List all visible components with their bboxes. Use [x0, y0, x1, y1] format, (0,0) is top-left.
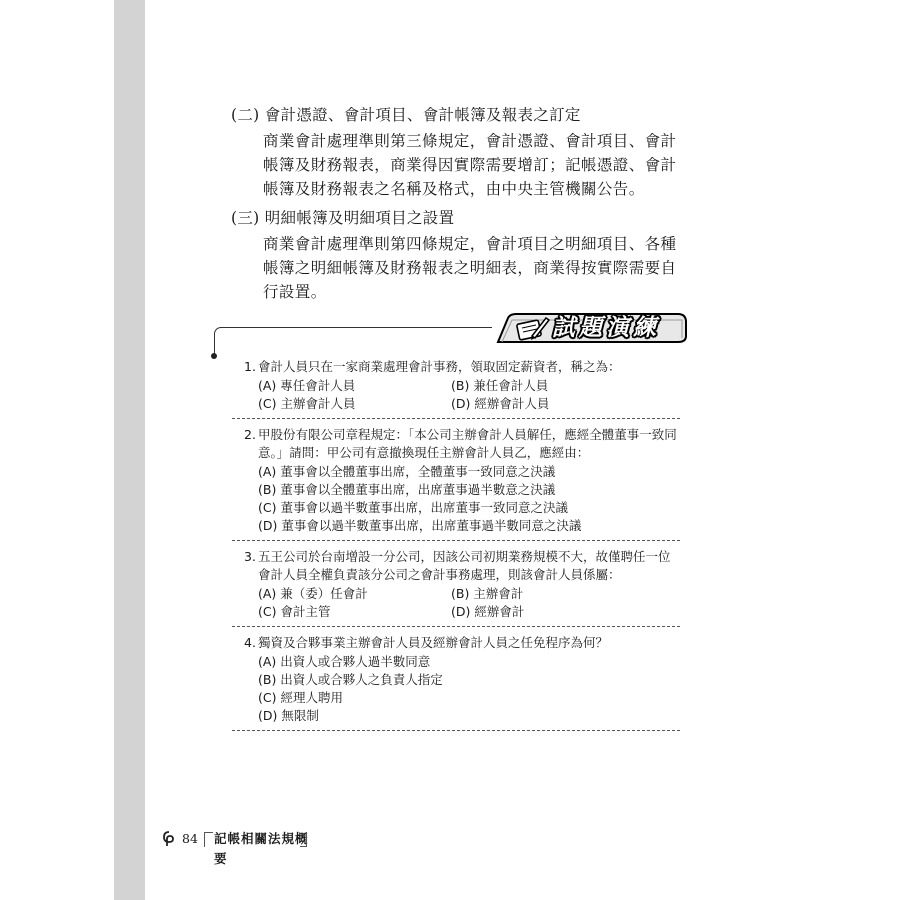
- section-3: [231, 206, 691, 304]
- banner-label: 試題演練: [552, 315, 660, 341]
- question-number: 3.: [244, 549, 256, 564]
- option-b: (B) 兼任會計人員: [451, 378, 549, 393]
- section-body: 商業會計處理準則第四條規定，會計項目之明細項目、各種帳簿之明細帳簿及財務報表之明細表，商業得按實際需要自行設置。: [263, 235, 677, 301]
- option-list: [232, 585, 680, 621]
- question-text: 五王公司於台南增設一分公司，因該公司初期業務規模不大，故僅聘任一位會計人員全權負責該分公司之會計事務處理，則該會計人員係屬：: [258, 549, 671, 582]
- option-c: (C) 主辦會計人員: [258, 396, 356, 411]
- option-b: (B) 主辦會計: [451, 586, 524, 601]
- question-stem: [232, 358, 680, 376]
- question-stem: [232, 548, 680, 584]
- option-a: (A) 兼（委）任會計: [258, 586, 368, 601]
- section-heading: (三) 明細帳簿及明細項目之設置: [231, 209, 455, 227]
- option-d: (D) 無限制: [258, 708, 319, 723]
- option-a: (A) 出資人或合夥人過半數同意: [258, 654, 431, 669]
- question-stem: [232, 426, 680, 462]
- question-text: 獨資及合夥事業主辦會計人員及經辦會計人員之任免程序為何？: [258, 635, 609, 650]
- option-c: (C) 經理人聘用: [258, 690, 343, 705]
- question-text: 甲股份有限公司章程規定：「本公司主辦會計人員解任，應經全體董事一致同意。」請問：甲公司有意撤換現任主辦會計人員乙，應經由：: [258, 427, 677, 460]
- banner-rule: [220, 327, 492, 328]
- page-footer: [160, 829, 320, 866]
- book-title: 記帳相關法規概要: [214, 831, 309, 866]
- option-a: (A) 專任會計人員: [258, 378, 356, 393]
- question-number: 4.: [244, 635, 256, 650]
- option-c: (C) 董事會以過半數董事出席，出席董事一致同意之決議: [258, 500, 568, 515]
- page-number: 84: [182, 831, 198, 846]
- option-c: (C) 會計主管: [258, 604, 331, 619]
- option-list: [232, 463, 680, 535]
- option-list: [232, 377, 680, 413]
- footer-bracket: [300, 832, 307, 847]
- section-2: [231, 103, 691, 201]
- question-list: [232, 355, 680, 735]
- banner-rule-dot: [211, 353, 217, 359]
- section-heading: (二) 會計憑證、會計項目、會計帳簿及報表之訂定: [231, 106, 581, 124]
- option-b: (B) 出資人或合夥人之負責人指定: [258, 672, 443, 687]
- question-item: [232, 545, 680, 627]
- question-item: [232, 631, 680, 731]
- question-item: [232, 355, 680, 419]
- question-item: [232, 423, 680, 541]
- option-d: (D) 董事會以過半數董事出席，出席董事過半數同意之決議: [258, 518, 582, 533]
- option-d: (D) 經辦會計人員: [451, 396, 550, 411]
- option-d: (D) 經辦會計: [451, 604, 525, 619]
- footer-bracket: [204, 832, 213, 847]
- question-number: 2.: [244, 427, 256, 442]
- question-text: 會計人員只在一家商業處理會計事務，領取固定薪資者，稱之為：: [258, 359, 621, 374]
- question-number: 1.: [244, 359, 256, 374]
- option-list: [232, 653, 680, 725]
- option-a: (A) 董事會以全體董事出席，全體董事一致同意之決議: [258, 464, 556, 479]
- exercise-banner: [494, 312, 690, 344]
- curl-ornament-icon: [160, 829, 176, 849]
- question-stem: [232, 634, 680, 652]
- section-body: 商業會計處理準則第三條規定，會計憑證、會計項目、會計帳簿及財務報表，商業得因實際需要增訂；記帳憑證、會計帳簿及財務報表之名稱及格式，由中央主管機關公告。: [263, 132, 677, 198]
- gutter-band: [114, 0, 145, 900]
- option-b: (B) 董事會以全體董事出席，出席董事過半數意之決議: [258, 482, 556, 497]
